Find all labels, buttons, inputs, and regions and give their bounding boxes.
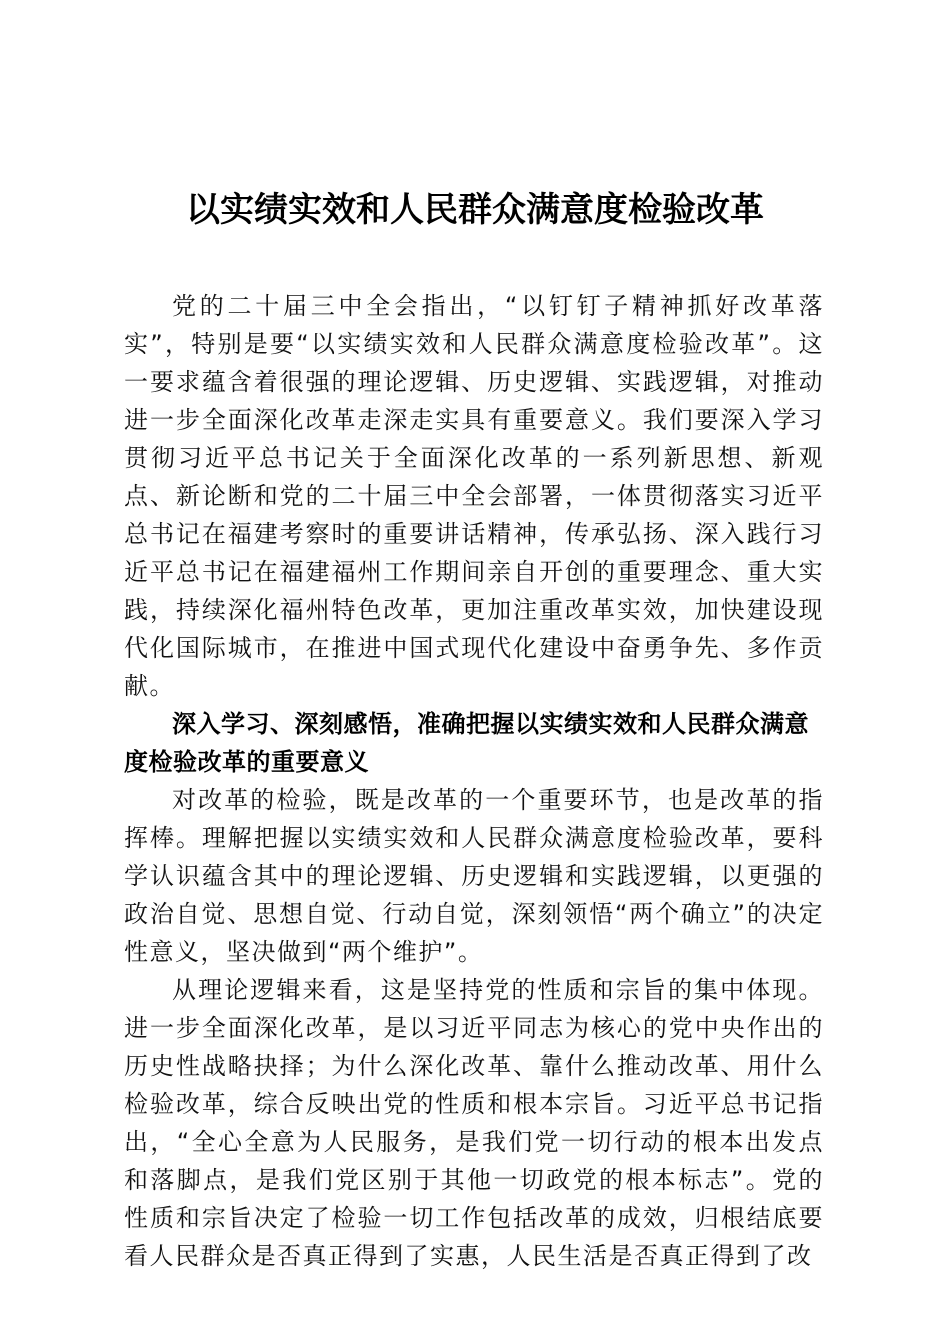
section-heading: 深入学习、深刻感悟，准确把握以实绩实效和人民群众满意度检验改革的重要意义 [124, 710, 809, 776]
paragraph-theory-logic: 从理论逻辑来看，这是坚持党的性质和宗旨的集中体现。进一步全面深化改革，是以习近平同志为核心的党中央作出的历史性战略抉择；为什么深化改革、靠什么推动改革、用什么检验改革，综合反映出党的性质和根本宗旨。习近平总书记指出，“全心全意为人民服务，是我们党一切行动的根本出发点和落脚点，是我们党区别于其他一切政党的根本标志”。党的性质和宗旨决定了检验一切工作包括改革的成效，归根结底要看人民群众是否真正得到了实惠，人民生活是否真正得到了改 [124, 976, 824, 1270]
paragraph-intro: 党的二十届三中全会指出，“以钉钉子精神抓好改革落实”，特别是要“以实绩实效和人民群众满意度检验改革”。这一要求蕴含着很强的理论逻辑、历史逻辑、实践逻辑，对推动进一步全面深化改革走深走实具有重要意义。我们要深入学习贯彻习近平总书记关于全面深化改革的一系列新思想、新观点、新论断和党的二十届三中全会部署，一体贯彻落实习近平总书记在福建考察时的重要讲话精神，传承弘扬、深入践行习近平总书记在福建福州工作期间亲自开创的重要理念、重大实践，持续深化福州特色改革，更加注重改革实效，加快建设现代化国际城市，在推进中国式现代化建设中奋勇争先、多作贡献。 [124, 292, 824, 700]
paragraph-evaluation: 对改革的检验，既是改革的一个重要环节，也是改革的指挥棒。理解把握以实绩实效和人民群众满意度检验改革，要科学认识蕴含其中的理论逻辑、历史逻辑和实践逻辑，以更强的政治自觉、思想自觉、行动自觉，深刻领悟“两个确立”的决定性意义，坚决做到“两个维护”。 [124, 786, 824, 966]
document-title: 以实绩实效和人民群众满意度检验改革 [186, 190, 764, 230]
document-body [124, 287, 824, 1275]
